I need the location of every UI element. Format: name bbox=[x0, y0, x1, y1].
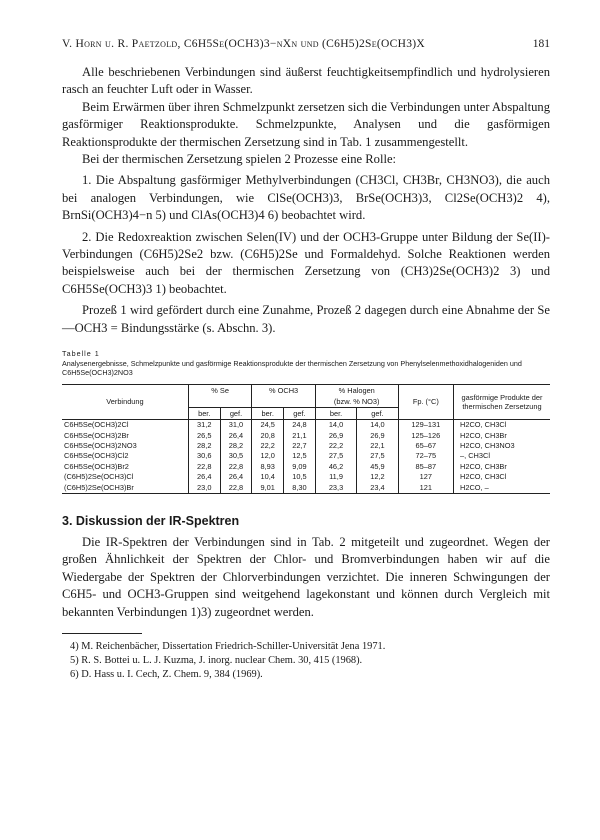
table-cell: –, CH3Cl bbox=[454, 451, 551, 461]
table-cell: H2CO, – bbox=[454, 483, 551, 494]
paragraph-process-1: 1. Die Abspaltung gasförmiger Methylverbindungen (CH3Cl, CH3Br, CH3NO3), die auch bei analogen Verbindungen, wie ClSe(OCH3)3, BrSe(OCH3)3, Cl2Se(OCH3)2 4), BrnSi(OCH3)4−n 5) und ClAs(OCH3)4 6) beobachtet wird. bbox=[62, 173, 550, 223]
table-cell: 12,2 bbox=[357, 472, 398, 482]
data-table bbox=[62, 384, 550, 494]
table-cell: H2CO, CH3Cl bbox=[454, 420, 551, 431]
table-cell: 31,0 bbox=[220, 420, 252, 431]
table-cell: 85–87 bbox=[398, 462, 453, 472]
col-och3-found: gef. bbox=[284, 408, 316, 420]
table-cell: 14,0 bbox=[357, 420, 398, 431]
table-cell: 26,4 bbox=[220, 431, 252, 441]
table-cell: 45,9 bbox=[357, 462, 398, 472]
table-cell: H2CO, CH3Br bbox=[454, 431, 551, 441]
table-cell: 30,5 bbox=[220, 451, 252, 461]
table-row bbox=[62, 441, 550, 451]
running-header bbox=[62, 38, 550, 56]
footnote-rule bbox=[62, 633, 142, 634]
col-hal-calc: ber. bbox=[315, 408, 356, 420]
table-cell: H2CO, CH3Br bbox=[454, 462, 551, 472]
table-row bbox=[62, 431, 550, 441]
table-caption-block bbox=[62, 349, 550, 378]
col-se-calc: ber. bbox=[188, 408, 220, 420]
table-cell: 9,01 bbox=[252, 483, 284, 494]
table-cell: 129–131 bbox=[398, 420, 453, 431]
table-cell: 28,2 bbox=[220, 441, 252, 451]
table-cell: 26,9 bbox=[315, 431, 356, 441]
table-cell: 23,4 bbox=[357, 483, 398, 494]
table-caption: Analysenergebnisse, Schmelzpunkte und gasförmige Reaktionsprodukte der thermischen Zersetzung von Phenylselenmethoxidhalogeniden und C6H5Se(OCH3)2NO3 bbox=[62, 358, 522, 378]
page-number: 181 bbox=[532, 38, 550, 50]
table-cell: 12,5 bbox=[284, 451, 316, 461]
col-halogen-sub: (bzw. % NO3) bbox=[315, 396, 398, 408]
paragraph-process-2: 2. Die Redoxreaktion zwischen Selen(IV) und der OCH3-Gruppe unter Bildung der Se(II)-Verbindungen (C6H5)2Se2 bzw. (C6H5)2Se und Formaldehyd. Solche Reaktionen werden beispielsweise auch bei der thermischen Zersetzung von (CH3)2Se(OCH3)2 3) und C6H5Se(OCH3)3 1) beobachtet. bbox=[62, 229, 550, 296]
table-cell: 72–75 bbox=[398, 451, 453, 461]
table-cell: 26,9 bbox=[357, 431, 398, 441]
table-cell: 22,8 bbox=[220, 462, 252, 472]
table-cell: 14,0 bbox=[315, 420, 356, 431]
table-cell: 26,4 bbox=[188, 472, 220, 482]
section-paragraph: Die IR-Spektren der Verbindungen sind in Tab. 2 mitgeteilt und zugeordnet. Wegen der großen Ähnlichkeit der Spektren der Chlor- und Bromverbindungen haben wir auf die Wiedergabe der Spektren der Chlorverbindungen verzichtet. Die inneren Schwingungen der C6H5- und OCH3-Gruppen sind weitgehend lagekonstant und können durch Vergleich mit bekannten Verbindungen 1)3) zugeordnet werden. bbox=[62, 535, 550, 619]
table-cell: 127 bbox=[398, 472, 453, 482]
table-cell: 31,2 bbox=[188, 420, 220, 431]
running-title: V. Horn u. R. Paetzold, C6H5Se(OCH3)3−nXn und (C6H5)2Se(OCH3)X bbox=[62, 38, 426, 50]
table-cell: 28,2 bbox=[188, 441, 220, 451]
col-fp: Fp. (°C) bbox=[398, 384, 453, 420]
footnote-6: 6) D. Hass u. I. Cech, Z. Chem. 9, 384 (1969). bbox=[70, 669, 263, 681]
table-body bbox=[62, 420, 550, 494]
table-cell: 121 bbox=[398, 483, 453, 494]
table-cell: 12,0 bbox=[252, 451, 284, 461]
table-cell: 27,5 bbox=[357, 451, 398, 461]
paragraph-6: Prozeß 1 wird gefördert durch eine Zunahme, Prozeß 2 dagegen durch eine Abnahme der Se—OCH3 = Bindungsstärke (s. Abschn. 3). bbox=[62, 303, 550, 335]
table-row bbox=[62, 483, 550, 494]
table-cell: 24,8 bbox=[284, 420, 316, 431]
cell-compound: C6H5Se(OCH3)2NO3 bbox=[64, 441, 137, 451]
table-cell: 9,09 bbox=[284, 462, 316, 472]
table-cell: 22,1 bbox=[357, 441, 398, 451]
col-och3-calc: ber. bbox=[252, 408, 284, 420]
table-row bbox=[62, 472, 550, 482]
table-cell: 26,5 bbox=[188, 431, 220, 441]
table-cell: 27,5 bbox=[315, 451, 356, 461]
table-cell: 30,6 bbox=[188, 451, 220, 461]
cell-compound: C6H5Se(OCH3)2Br bbox=[64, 430, 129, 440]
table-cell: 26,4 bbox=[220, 472, 252, 482]
table-cell: 23,3 bbox=[315, 483, 356, 494]
paragraph-1: Alle beschriebenen Verbindungen sind äußerst feuchtigkeitsempfindlich und hydrolysieren rasch an feuchter Luft oder in Wasser. bbox=[62, 65, 550, 97]
col-products: gasförmige Produkte der thermischen Zersetzung bbox=[454, 384, 551, 420]
cell-compound: C6H5Se(OCH3)Br2 bbox=[64, 461, 129, 471]
table-cell: 23,0 bbox=[188, 483, 220, 494]
table-label: Tabelle 1 bbox=[62, 349, 100, 359]
table-cell: 46,2 bbox=[315, 462, 356, 472]
table-cell: 20,8 bbox=[252, 431, 284, 441]
cell-compound: (C6H5)2Se(OCH3)Br bbox=[64, 482, 134, 492]
footnote-4: 4) M. Reichenbächer, Dissertation Friedrich-Schiller-Universität Jena 1971. bbox=[70, 641, 386, 653]
cell-compound: C6H5Se(OCH3)2Cl bbox=[64, 420, 129, 430]
cell-compound: (C6H5)2Se(OCH3)Cl bbox=[64, 472, 134, 482]
table-cell: 22,2 bbox=[252, 441, 284, 451]
paragraph-3: Bei der thermischen Zersetzung spielen 2 Prozesse eine Rolle: bbox=[82, 152, 397, 167]
paper-page bbox=[62, 38, 550, 682]
table-row bbox=[62, 451, 550, 461]
col-halogen: % Halogen bbox=[315, 384, 398, 396]
table-row bbox=[62, 462, 550, 472]
table-cell: H2CO, CH3Cl bbox=[454, 472, 551, 482]
col-se: % Se bbox=[188, 384, 251, 396]
table-cell: 8,93 bbox=[252, 462, 284, 472]
table-cell: 21,1 bbox=[284, 431, 316, 441]
table-cell: 10,4 bbox=[252, 472, 284, 482]
table-cell: 8,30 bbox=[284, 483, 316, 494]
table-cell: H2CO, CH3NO3 bbox=[454, 441, 551, 451]
section-title: 3. Diskussion der IR-Spektren bbox=[62, 514, 240, 529]
table-cell: 65–67 bbox=[398, 441, 453, 451]
table-cell: 125–126 bbox=[398, 431, 453, 441]
table-row bbox=[62, 420, 550, 431]
col-se-found: gef. bbox=[220, 408, 252, 420]
table-cell: 10,5 bbox=[284, 472, 316, 482]
col-och3: % OCH3 bbox=[252, 384, 315, 396]
table-cell: 22,2 bbox=[315, 441, 356, 451]
table-cell: 11,9 bbox=[315, 472, 356, 482]
table-cell: 22,8 bbox=[188, 462, 220, 472]
table-cell: 24,5 bbox=[252, 420, 284, 431]
col-compound: Verbindung bbox=[106, 397, 144, 407]
paragraph-2: Beim Erwärmen über ihren Schmelzpunkt zersetzen sich die Verbindungen unter Abspaltung gasförmiger Reaktionsprodukte. Schmelzpunkte, Analysen und die gasförmigen Reaktionsprodukte der thermischen Zersetzung sind in Tab. 1 zusammengestellt. bbox=[62, 99, 550, 149]
col-hal-found: gef. bbox=[357, 408, 398, 420]
table-cell: 22,7 bbox=[284, 441, 316, 451]
footnote-5: 5) R. S. Bottei u. L. J. Kuzma, J. inorg. nuclear Chem. 30, 415 (1968). bbox=[70, 655, 363, 667]
table-cell: 22,8 bbox=[220, 483, 252, 494]
cell-compound: C6H5Se(OCH3)Cl2 bbox=[64, 451, 129, 461]
